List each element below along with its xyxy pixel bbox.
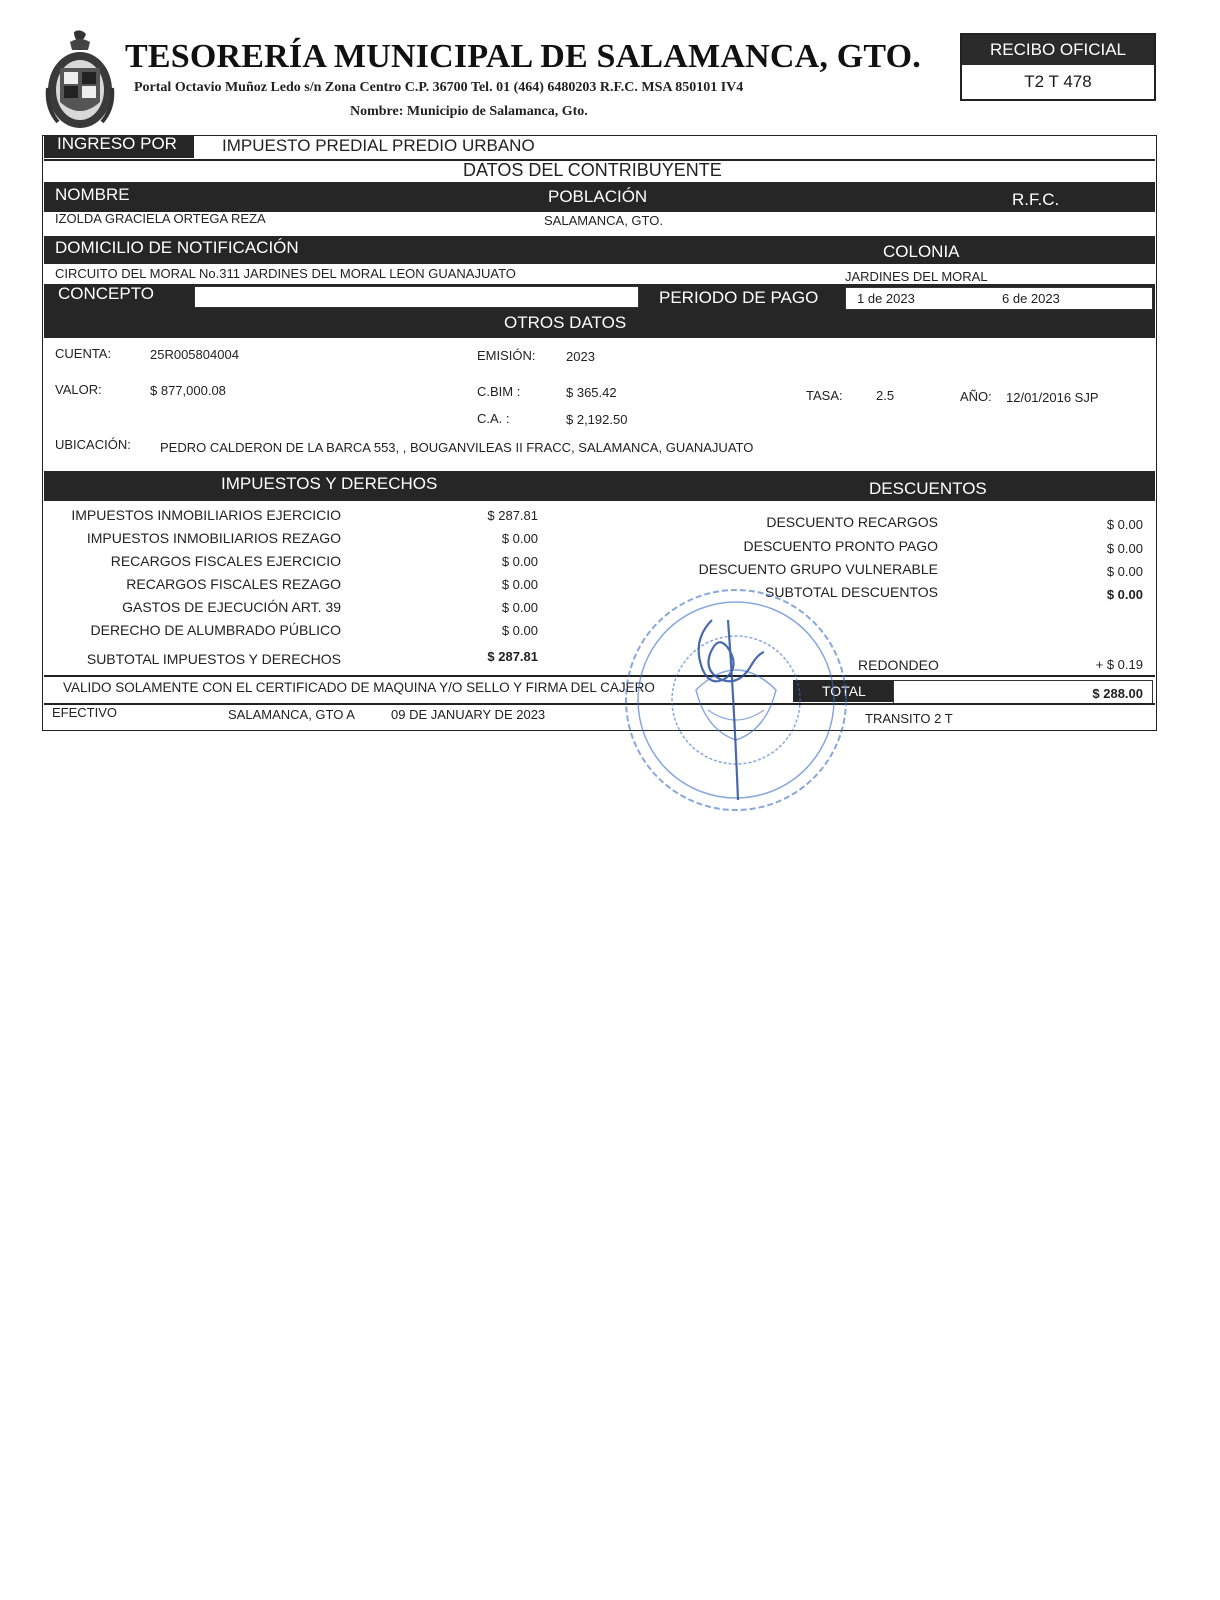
concepto-field <box>194 286 639 308</box>
impuesto-row-label: GASTOS DE EJECUCIÓN ART. 39 <box>122 599 341 615</box>
ingreso-value: IMPUESTO PREDIAL PREDIO URBANO <box>222 136 535 155</box>
periodo-inicio: 1 de 2023 <box>857 291 915 306</box>
official-receipt-box <box>960 33 1156 101</box>
ca-label: C.A. : <box>477 411 510 426</box>
impuesto-row-label: IMPUESTOS INMOBILIARIOS REZAGO <box>86 530 341 546</box>
impuesto-row-label: RECARGOS FISCALES EJERCICIO <box>110 553 341 569</box>
ingreso-label: INGRESO POR <box>57 134 177 153</box>
descuento-row-value: $ 0.00 <box>1106 517 1143 532</box>
anio-label: AÑO: <box>960 389 992 404</box>
impuesto-row-value: $ 0.00 <box>501 600 538 615</box>
valido-text: VALIDO SOLAMENTE CON EL CERTIFICADO DE MAQUINA Y/O SELLO Y FIRMA DEL CAJERO <box>63 680 655 695</box>
impuesto-row-value: $ 287.81 <box>487 508 538 523</box>
concepto-label: CONCEPTO <box>58 284 155 303</box>
nombre-value: IZOLDA GRACIELA ORTEGA REZA <box>55 211 266 226</box>
emision-value: 2023 <box>566 349 595 364</box>
descuentos-section-title: DESCUENTOS <box>869 479 987 498</box>
descuento-row-label: DESCUENTO RECARGOS <box>766 514 938 530</box>
impuestos-subtotal-value: $ 287.81 <box>487 649 538 664</box>
official-receipt-label: RECIBO OFICIAL <box>962 35 1154 65</box>
anio-value: 12/01/2016 SJP <box>1006 390 1099 405</box>
descuento-row-label: DESCUENTO PRONTO PAGO <box>743 538 938 554</box>
redondeo-value: + $ 0.19 <box>1095 657 1143 672</box>
treasury-stamp-seal <box>616 580 856 820</box>
forma-pago: EFECTIVO <box>52 705 118 720</box>
redondeo-label: REDONDEO <box>858 657 939 673</box>
descuento-row-value: $ 0.00 <box>1106 564 1143 579</box>
impuesto-row-label: DERECHO DE ALUMBRADO PÚBLICO <box>90 622 341 638</box>
colonia-label: COLONIA <box>883 242 960 261</box>
contribuyente-section-title: DATOS DEL CONTRIBUYENTE <box>463 160 722 180</box>
impuesto-row-label: IMPUESTOS INMOBILIARIOS EJERCICIO <box>71 507 341 523</box>
cbim-value: $ 365.42 <box>566 385 617 400</box>
impuesto-row-value: $ 0.00 <box>501 554 538 569</box>
impuestos-subtotal-label: SUBTOTAL IMPUESTOS Y DERECHOS <box>86 651 341 667</box>
emision-label: EMISIÓN: <box>477 348 536 363</box>
divider <box>44 675 1155 677</box>
valor-value: $ 877,000.08 <box>150 383 226 398</box>
treasury-address: Portal Octavio Muñoz Ledo s/n Zona Centro C.P. 36700 Tel. 01 (464) 6480203 R.F.C. MSA 850101 IV4 <box>134 80 744 95</box>
poblacion-value: SALAMANCA, GTO. <box>544 213 663 228</box>
cuenta-value: 25R005804004 <box>150 347 239 362</box>
ubicacion-value: PEDRO CALDERON DE LA BARCA 553, , BOUGANVILEAS II FRACC, SALAMANCA, GUANAJUATO <box>160 440 754 455</box>
cuenta-label: CUENTA: <box>55 346 112 361</box>
rfc-label: R.F.C. <box>1012 190 1060 209</box>
divider <box>44 703 1155 705</box>
cbim-label: C.BIM : <box>477 384 521 399</box>
tasa-value: 2.5 <box>876 388 895 403</box>
lugar: SALAMANCA, GTO A <box>228 707 355 722</box>
ubicacion-label: UBICACIÓN: <box>55 437 131 452</box>
descuentos-subtotal-value: $ 0.00 <box>1106 587 1143 602</box>
impuesto-row-value: $ 0.00 <box>501 531 538 546</box>
ca-value: $ 2,192.50 <box>566 412 628 427</box>
colonia-value: JARDINES DEL MORAL <box>845 269 988 284</box>
fecha: 09 DE JANUARY DE 2023 <box>391 707 546 722</box>
descuentos-subtotal-label: SUBTOTAL DESCUENTOS <box>765 584 938 600</box>
domicilio-label: DOMICILIO DE NOTIFICACIÓN <box>55 238 299 257</box>
total-value: $ 288.00 <box>1092 686 1143 701</box>
descuento-row-label: DESCUENTO GRUPO VULNERABLE <box>698 561 938 577</box>
caja: TRANSITO 2 T <box>865 711 953 726</box>
impuesto-row-value: $ 0.00 <box>501 577 538 592</box>
descuento-row-value: $ 0.00 <box>1106 541 1143 556</box>
valor-label: VALOR: <box>55 382 102 397</box>
total-label: TOTAL <box>822 683 866 699</box>
treasury-name-line: Nombre: Municipio de Salamanca, Gto. <box>350 104 588 119</box>
document-title: TESORERÍA MUNICIPAL DE SALAMANCA, GTO. <box>125 38 922 75</box>
municipal-crest-icon <box>44 28 116 132</box>
impuestos-header-bar <box>44 471 1155 501</box>
impuesto-row-value: $ 0.00 <box>501 623 538 638</box>
periodo-label: PERIODO DE PAGO <box>659 288 819 307</box>
impuestos-section-title: IMPUESTOS Y DERECHOS <box>221 474 438 493</box>
nombre-label: NOMBRE <box>55 185 130 204</box>
poblacion-label: POBLACIÓN <box>548 187 648 206</box>
tasa-label: TASA: <box>806 388 843 403</box>
otros-section-title: OTROS DATOS <box>504 313 627 332</box>
periodo-fin: 6 de 2023 <box>1002 291 1060 306</box>
official-receipt-number: T2 T 478 <box>1024 72 1092 91</box>
impuesto-row-label: RECARGOS FISCALES REZAGO <box>126 576 341 592</box>
domicilio-value: CIRCUITO DEL MORAL No.311 JARDINES DEL MORAL LEON GUANAJUATO <box>55 266 516 281</box>
